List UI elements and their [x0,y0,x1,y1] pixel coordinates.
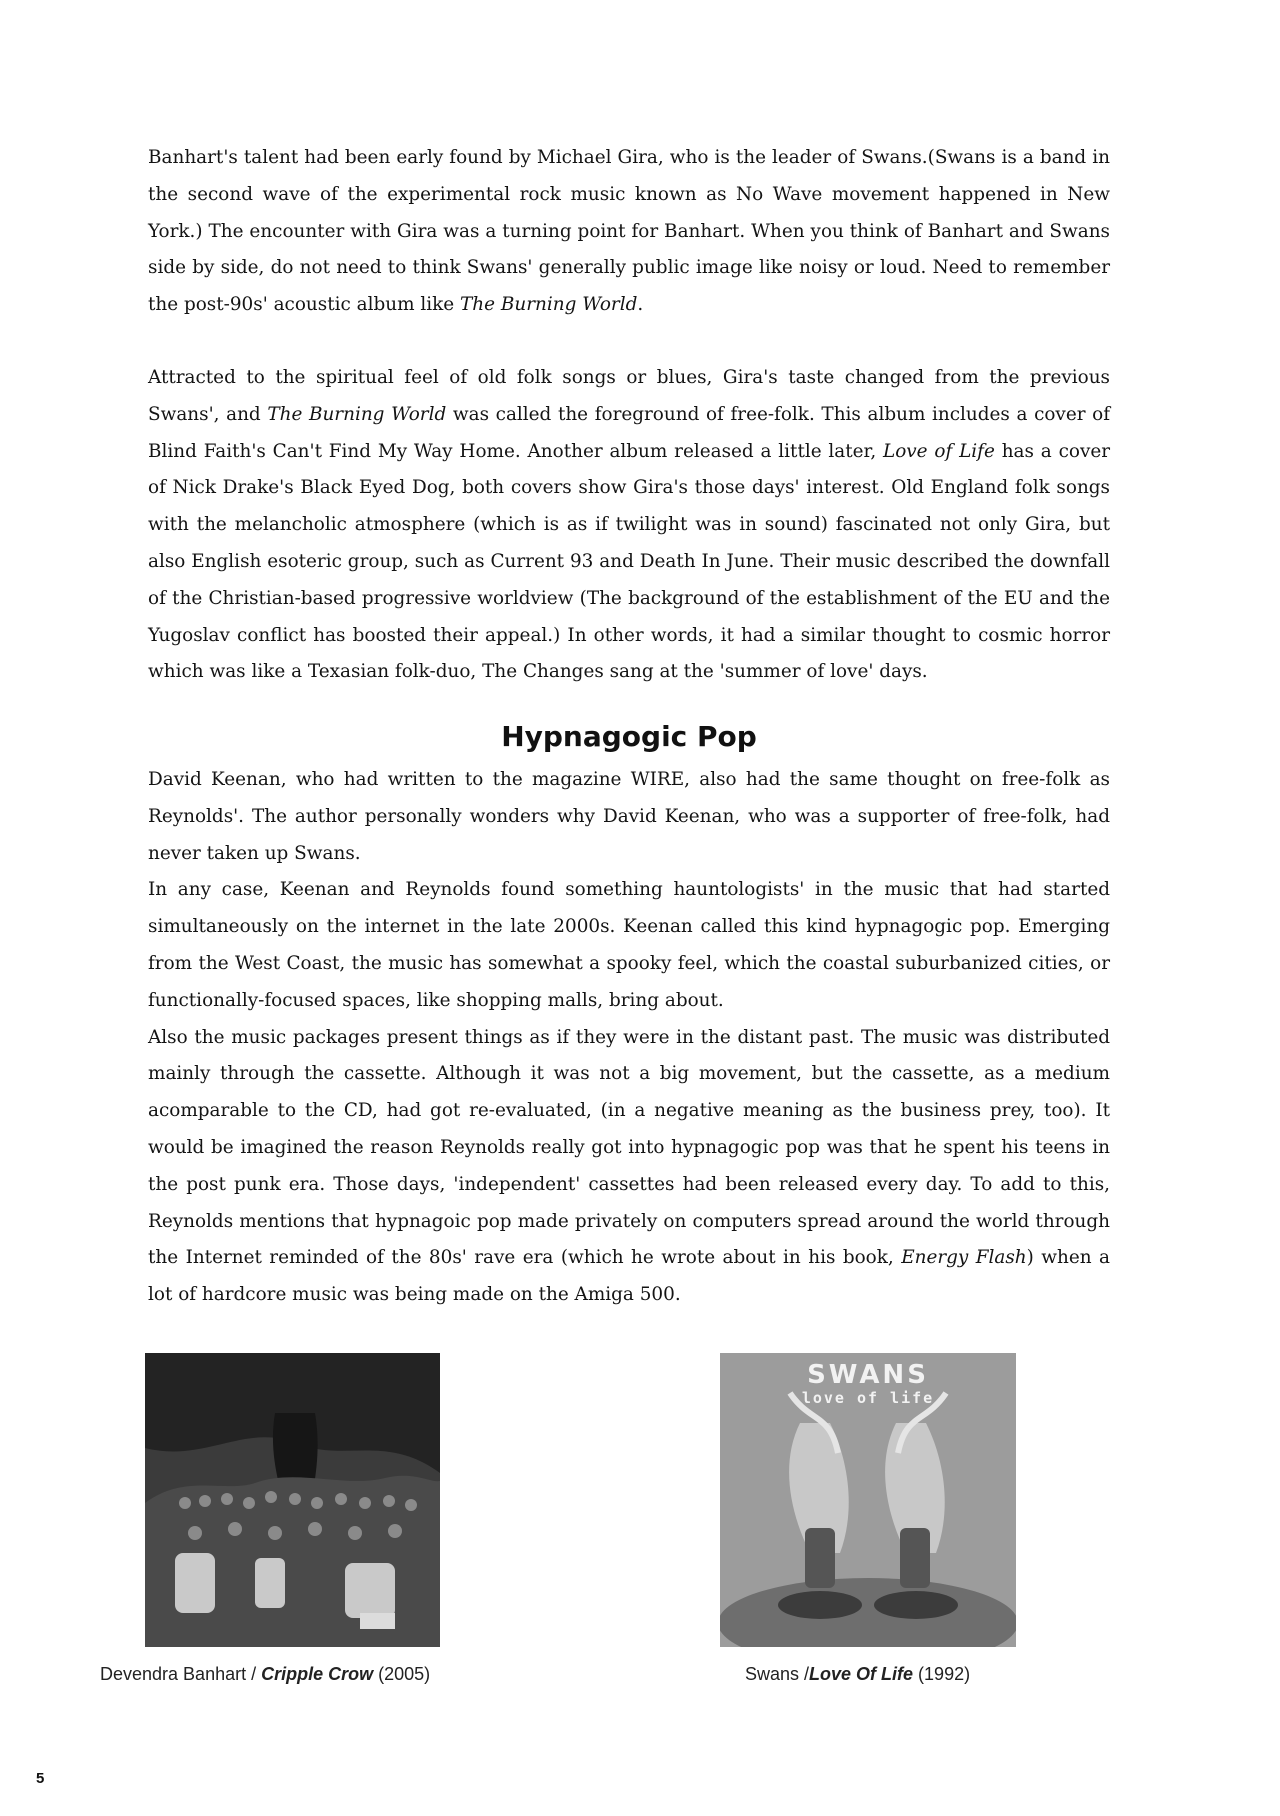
paragraphs-hypnagogic [148,762,1110,1314]
paragraph-text: has a cover of Nick Drake's Black Eyed Dog, both covers show Gira's those days' interest. Old England folk songs with the melancholic atmosphere (which is as if twilight was in sound) fascinated not only Gira, but also English esoteric group, such as Current 93 and Death In June. Their music described the downfall of the Christian-based progressive worldview (The background of the establishment of the EU and the Yugoslav conflict has boosted their appeal.) In other words, it had a similar thought to cosmic horror which was like a Texasian folk-duo, The Changes sang at the 'summer of love' days. [148,440,1111,683]
section-heading: Hypnagogic Pop [501,720,757,753]
caption-year: (1992) [913,1664,971,1684]
paragraph-text: ) when a lot of hardcore music was being made on the Amiga 500. [148,1247,1110,1306]
cover-album-title: love of life [801,1389,935,1407]
caption-album: Love Of Life [809,1664,914,1684]
album-title: The Burning World [267,403,447,425]
album-photo [145,1353,440,1647]
caption-artist: Devendra Banhart / [100,1664,262,1684]
paragraph-text: Also the music packages present things as if they were in the distant past. The music was distributed mainly through the cassette. Although it was not a big movement, but the cassette, as a medium acomparable to the CD, had got re-evaluated, (in a negative meaning as the business prey, too). It would be imagined the reason Reynolds really got into hypnagogic pop was that he spent his teens in the post punk era. Those days, 'independent' cassettes had been released every day. To add to this, Reynolds mentions that hypnagoic pop made privately on computers spread around the world through the Internet reminded of the 80s' rave era (which he wrote about in his book, [148,1026,1110,1269]
paragraph-hauntology: In any case, Keenan and Reynolds found something hauntologists' in the music that had started simultaneously on the internet in the late 2000s. Keenan called this kind hypnagogic pop. Emerging from the West Coast, the music has somewhat a spooky feel, which the coastal suburbanized cities, or functionally-focused spaces, like shopping malls, bring about. [148,879,1110,1011]
paragraph-text: was called the foreground of free-folk. This album includes a cover of Blind Faith's Can't Find My Way Home. Another album released a little later, [148,403,1111,462]
cripple-crow-cover-image [145,1353,440,1647]
album-title: Love of Life [883,440,995,462]
paragraph-keenan: David Keenan, who had written to the magazine WIRE, also had the same thought on free-folk as Reynolds'. The author personally wonders why David Keenan, who was a supporter of free-folk, had never taken up Swans. [148,769,1110,864]
caption-artist: Swans / [745,1664,810,1684]
cover-band-name: SWANS [807,1360,929,1390]
caption-year: (2005) [373,1664,431,1684]
caption-cripple-crow [100,1664,430,1685]
paragraph-text: Banhart's talent had been early found by Michael Gira, who is the leader of Swans.(Swans is a band in the second wave of the experimental rock music known as No Wave movement happened in New York.) The encounter with Gira was a turning point for Banhart. When you think of Banhart and Swans side by side, do not need to think Swans' generally public image like noisy or loud. Need to remember the post-90s' acoustic album like [148,147,1110,316]
album-art [720,1353,1016,1647]
paragraph-free-folk [148,360,1110,691]
book-title: Energy Flash [901,1247,1027,1269]
paragraph-banhart-gira [148,140,1110,324]
caption-love-of-life [745,1664,970,1685]
album-title: The Burning World [460,294,638,316]
paragraph-text: Attracted to the spiritual feel of old folk songs or blues, Gira's taste changed from the previous Swans', and [148,367,1110,425]
paragraph-text: . [637,294,644,316]
caption-album: Cripple Crow [261,1664,374,1684]
love-of-life-cover-image [720,1353,1016,1647]
paragraph-cassette [148,1020,1110,1314]
page-number: 5 [36,1770,45,1787]
